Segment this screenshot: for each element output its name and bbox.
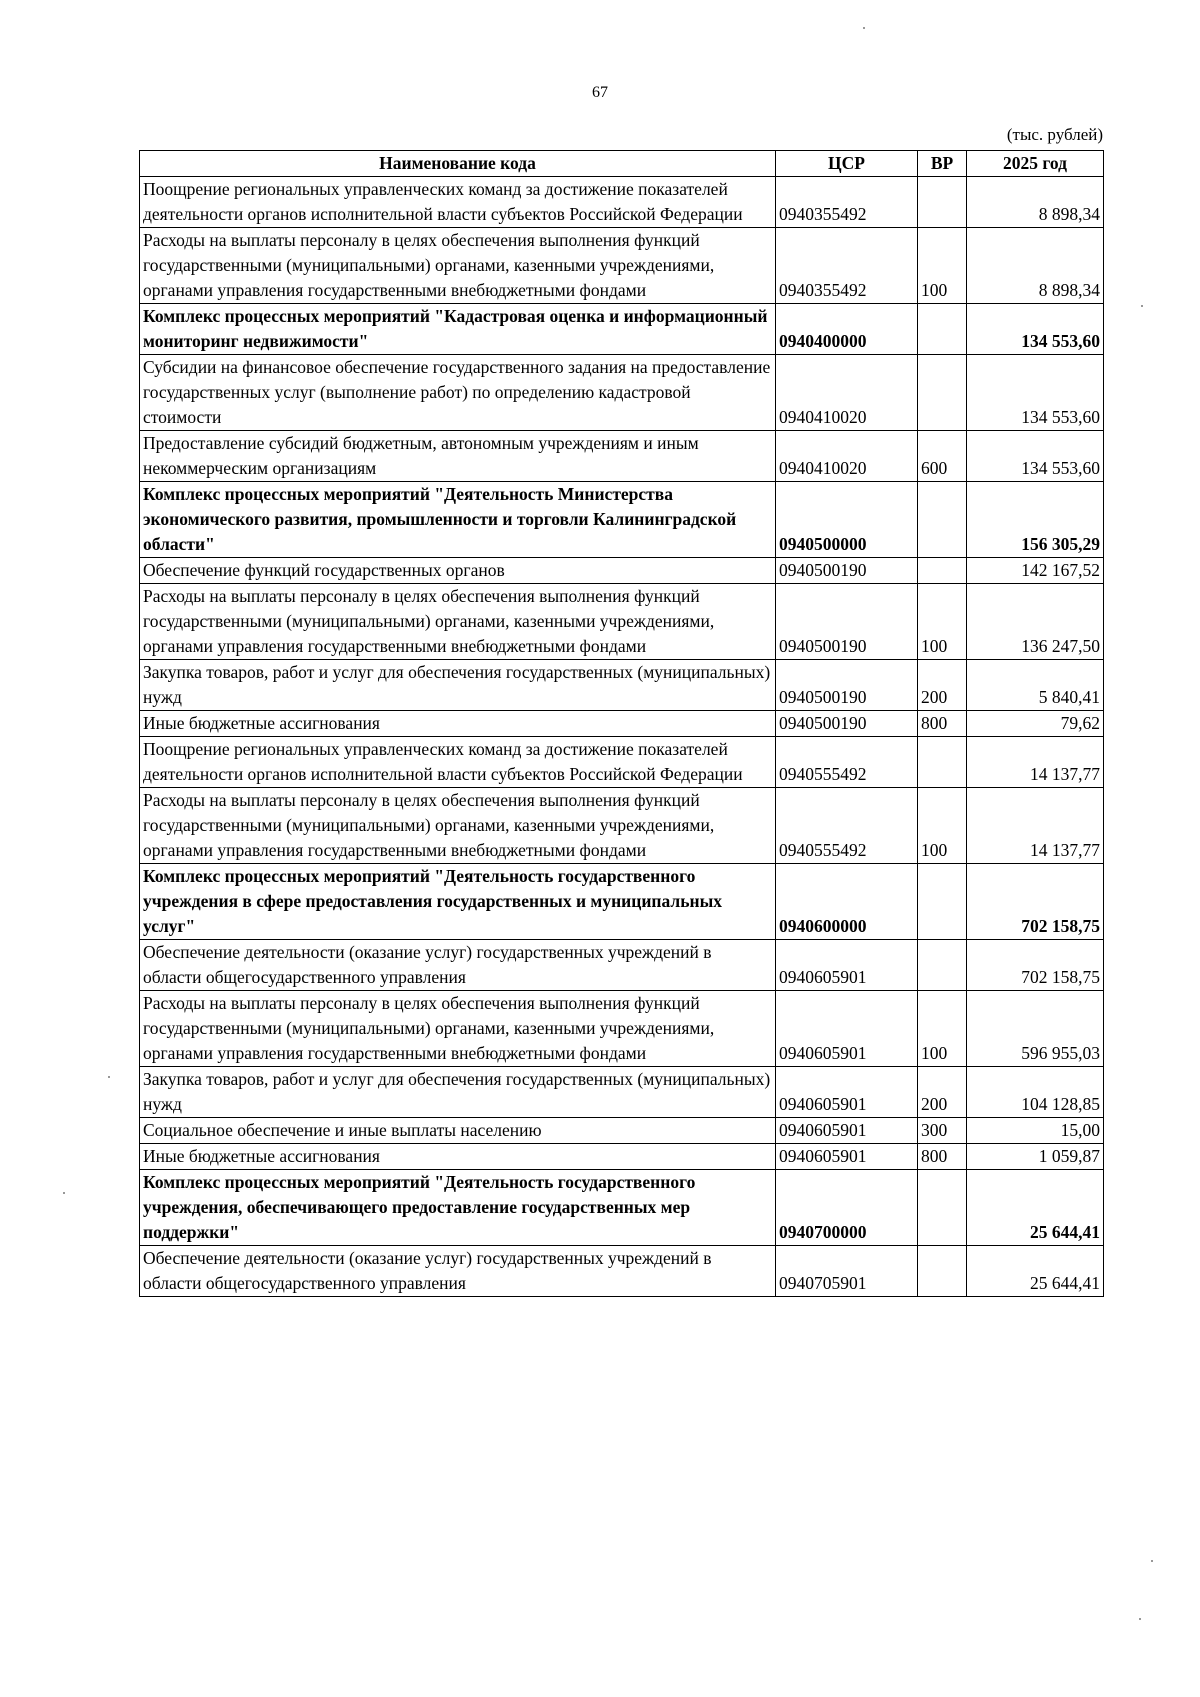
budget-table xyxy=(139,150,1104,1297)
table-row xyxy=(140,991,1104,1067)
table-row xyxy=(140,355,1104,431)
row-amount: 156 305,29 xyxy=(967,482,1104,558)
row-code: 0940500000 xyxy=(776,482,918,558)
row-amount: 134 553,60 xyxy=(967,304,1104,355)
row-name: Поощрение региональных управленческих команд за достижение показателей деятельности органов исполнительной власти субъектов Российской Федерации xyxy=(140,177,776,228)
row-amount: 142 167,52 xyxy=(967,558,1104,584)
row-code: 0940700000 xyxy=(776,1170,918,1246)
row-code: 0940400000 xyxy=(776,304,918,355)
row-amount: 1 059,87 xyxy=(967,1144,1104,1170)
scan-speck xyxy=(63,1192,65,1194)
row-code: 0940600000 xyxy=(776,864,918,940)
row-type xyxy=(918,482,967,558)
row-type: 100 xyxy=(918,991,967,1067)
row-type xyxy=(918,177,967,228)
row-name: Обеспечение деятельности (оказание услуг) государственных учреждений в области общегосударственного управления xyxy=(140,940,776,991)
table-row xyxy=(140,482,1104,558)
scan-speck xyxy=(108,1076,110,1078)
scan-speck xyxy=(1151,1560,1153,1562)
row-code: 0940705901 xyxy=(776,1246,918,1297)
row-amount: 8 898,34 xyxy=(967,177,1104,228)
row-name: Закупка товаров, работ и услуг для обеспечения государственных (муниципальных) нужд xyxy=(140,660,776,711)
table-row xyxy=(140,1144,1104,1170)
table-row xyxy=(140,737,1104,788)
row-type xyxy=(918,940,967,991)
header-name: Наименование кода xyxy=(140,151,776,177)
row-name: Социальное обеспечение и иные выплаты населению xyxy=(140,1118,776,1144)
row-amount: 79,62 xyxy=(967,711,1104,737)
row-type: 300 xyxy=(918,1118,967,1144)
row-name: Обеспечение функций государственных органов xyxy=(140,558,776,584)
row-name: Комплекс процессных мероприятий "Деятельность Министерства экономического развития, промышленности и торговли Калининградской области" xyxy=(140,482,776,558)
row-amount: 702 158,75 xyxy=(967,864,1104,940)
row-name: Комплекс процессных мероприятий "Деятельность государственного учреждения в сфере предоставления государственных и муниципальных услуг" xyxy=(140,864,776,940)
header-code: ЦСР xyxy=(776,151,918,177)
row-type: 200 xyxy=(918,660,967,711)
table-row xyxy=(140,940,1104,991)
row-amount: 14 137,77 xyxy=(967,737,1104,788)
row-name: Иные бюджетные ассигнования xyxy=(140,711,776,737)
page-number: 67 xyxy=(592,84,608,101)
row-code: 0940500190 xyxy=(776,711,918,737)
row-amount: 15,00 xyxy=(967,1118,1104,1144)
row-type: 100 xyxy=(918,584,967,660)
table-row xyxy=(140,558,1104,584)
row-amount: 5 840,41 xyxy=(967,660,1104,711)
row-amount: 8 898,34 xyxy=(967,228,1104,304)
row-type xyxy=(918,304,967,355)
row-type: 100 xyxy=(918,788,967,864)
row-code: 0940355492 xyxy=(776,177,918,228)
scan-speck xyxy=(863,27,865,29)
header-amount: 2025 год xyxy=(967,151,1104,177)
row-amount: 134 553,60 xyxy=(967,355,1104,431)
row-code: 0940605901 xyxy=(776,1118,918,1144)
row-code: 0940605901 xyxy=(776,1144,918,1170)
table-row xyxy=(140,584,1104,660)
row-code: 0940605901 xyxy=(776,991,918,1067)
row-amount: 702 158,75 xyxy=(967,940,1104,991)
table-row xyxy=(140,788,1104,864)
row-code: 0940500190 xyxy=(776,584,918,660)
row-name: Комплекс процессных мероприятий "Деятельность государственного учреждения, обеспечивающего предоставление государственных мер поддержки" xyxy=(140,1170,776,1246)
row-type: 200 xyxy=(918,1067,967,1118)
row-type xyxy=(918,864,967,940)
row-name: Расходы на выплаты персоналу в целях обеспечения выполнения функций государственными (муниципальными) органами, казенными учреждениями, органами управления государственными внебюджетными фондами xyxy=(140,228,776,304)
row-amount: 25 644,41 xyxy=(967,1170,1104,1246)
row-name: Предоставление субсидий бюджетным, автономным учреждениям и иным некоммерческим организациям xyxy=(140,431,776,482)
row-name: Поощрение региональных управленческих команд за достижение показателей деятельности органов исполнительной власти субъектов Российской Федерации xyxy=(140,737,776,788)
row-amount: 14 137,77 xyxy=(967,788,1104,864)
row-type: 600 xyxy=(918,431,967,482)
row-amount: 134 553,60 xyxy=(967,431,1104,482)
table-row xyxy=(140,1170,1104,1246)
row-name: Расходы на выплаты персоналу в целях обеспечения выполнения функций государственными (муниципальными) органами, казенными учреждениями, органами управления государственными внебюджетными фондами xyxy=(140,584,776,660)
units-label: (тыс. рублей) xyxy=(1006,125,1103,144)
row-code: 0940410020 xyxy=(776,355,918,431)
row-name: Субсидии на финансовое обеспечение государственного задания на предоставление государственных услуг (выполнение работ) по определению кадастровой стоимости xyxy=(140,355,776,431)
row-amount: 25 644,41 xyxy=(967,1246,1104,1297)
row-code: 0940500190 xyxy=(776,558,918,584)
table-row xyxy=(140,864,1104,940)
row-name: Комплекс процессных мероприятий "Кадастровая оценка и информационный мониторинг недвижимости" xyxy=(140,304,776,355)
row-type xyxy=(918,737,967,788)
table-header-row xyxy=(140,151,1104,177)
table-row xyxy=(140,1118,1104,1144)
table-row xyxy=(140,177,1104,228)
row-name: Обеспечение деятельности (оказание услуг) государственных учреждений в области общегосударственного управления xyxy=(140,1246,776,1297)
row-code: 0940555492 xyxy=(776,788,918,864)
row-code: 0940355492 xyxy=(776,228,918,304)
scan-speck xyxy=(1141,305,1143,307)
row-type xyxy=(918,355,967,431)
row-name: Расходы на выплаты персоналу в целях обеспечения выполнения функций государственными (муниципальными) органами, казенными учреждениями, органами управления государственными внебюджетными фондами xyxy=(140,788,776,864)
table-row xyxy=(140,1067,1104,1118)
row-code: 0940605901 xyxy=(776,1067,918,1118)
table-row xyxy=(140,1246,1104,1297)
row-type: 800 xyxy=(918,711,967,737)
row-name: Иные бюджетные ассигнования xyxy=(140,1144,776,1170)
row-code: 0940410020 xyxy=(776,431,918,482)
row-type xyxy=(918,1246,967,1297)
table-row xyxy=(140,304,1104,355)
table-row xyxy=(140,660,1104,711)
table-row xyxy=(140,228,1104,304)
row-type xyxy=(918,558,967,584)
row-amount: 104 128,85 xyxy=(967,1067,1104,1118)
table-row xyxy=(140,711,1104,737)
row-amount: 596 955,03 xyxy=(967,991,1104,1067)
row-name: Закупка товаров, работ и услуг для обеспечения государственных (муниципальных) нужд xyxy=(140,1067,776,1118)
row-name: Расходы на выплаты персоналу в целях обеспечения выполнения функций государственными (муниципальными) органами, казенными учреждениями, органами управления государственными внебюджетными фондами xyxy=(140,991,776,1067)
row-type: 100 xyxy=(918,228,967,304)
scan-speck xyxy=(1139,1618,1141,1620)
row-type: 800 xyxy=(918,1144,967,1170)
row-code: 0940605901 xyxy=(776,940,918,991)
row-amount: 136 247,50 xyxy=(967,584,1104,660)
header-type: ВР xyxy=(918,151,967,177)
row-code: 0940500190 xyxy=(776,660,918,711)
row-code: 0940555492 xyxy=(776,737,918,788)
row-type xyxy=(918,1170,967,1246)
table-row xyxy=(140,431,1104,482)
